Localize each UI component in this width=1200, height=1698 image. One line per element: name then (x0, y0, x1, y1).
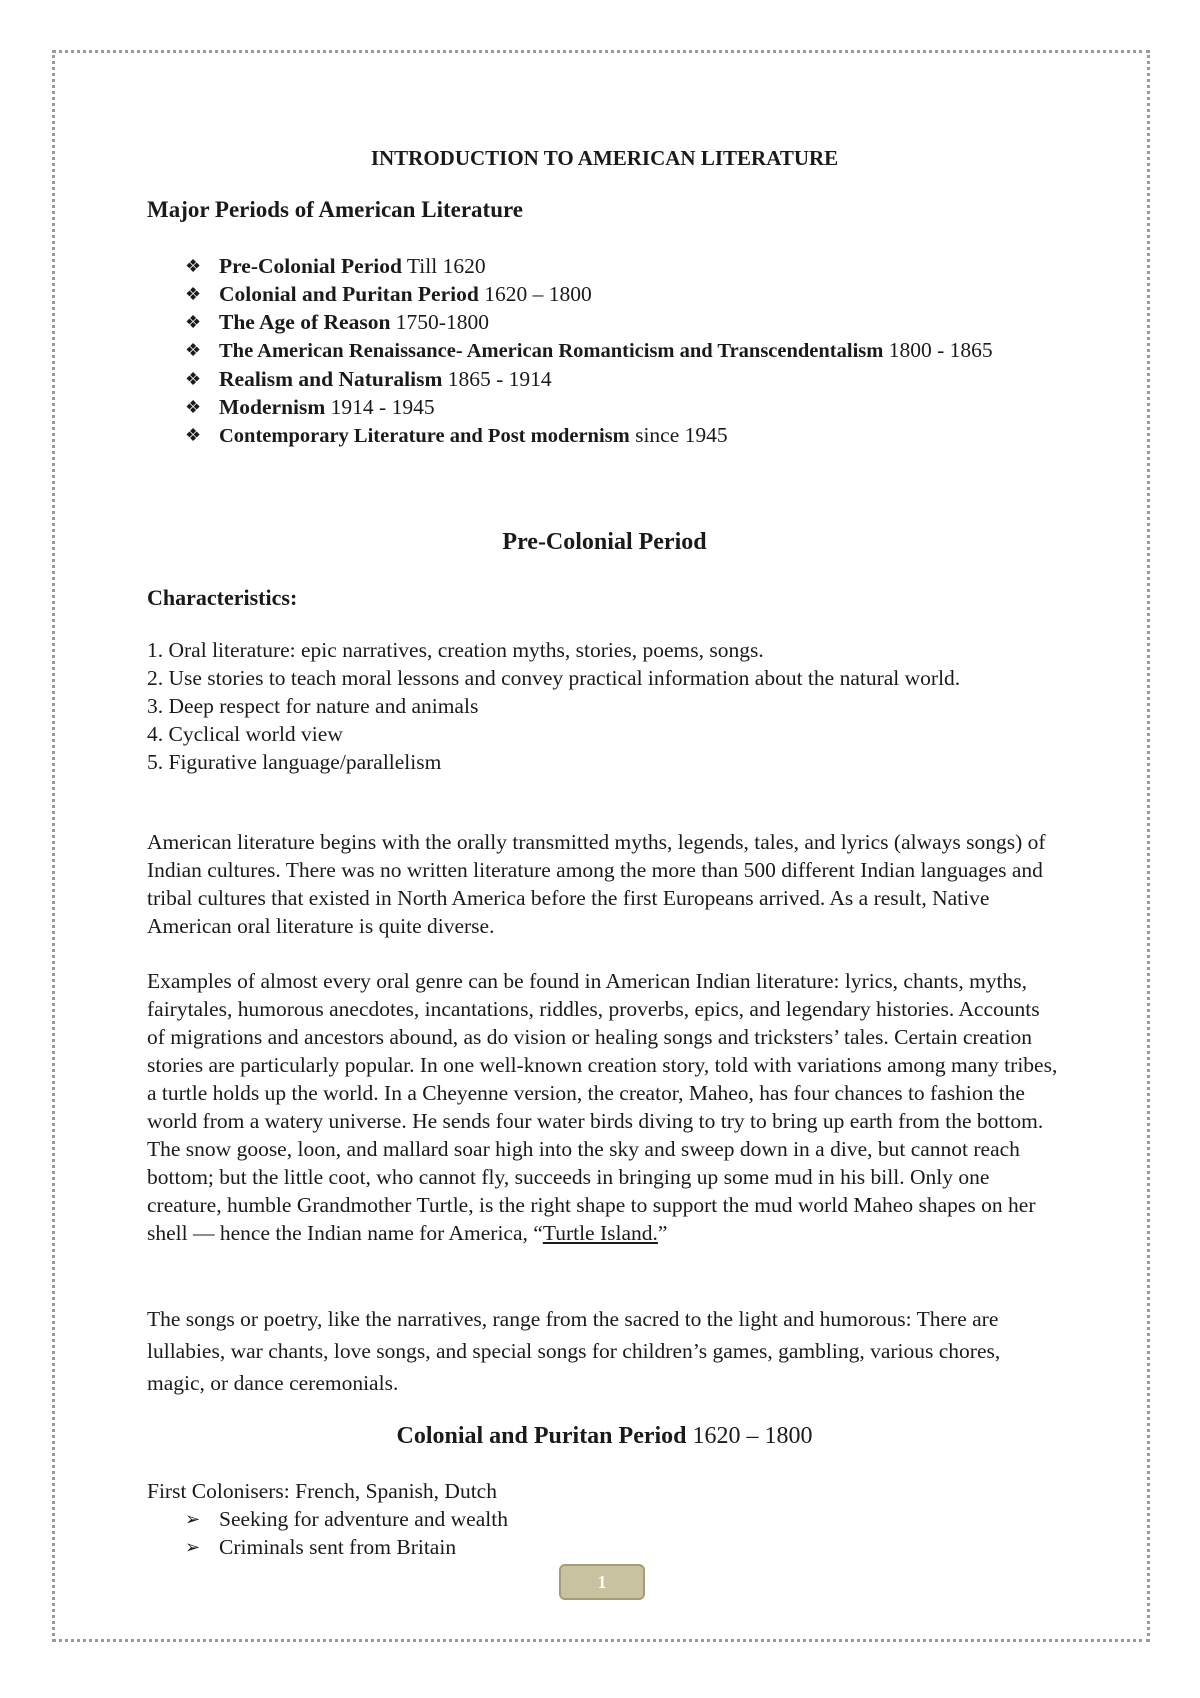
period-dates: since 1945 (635, 423, 728, 447)
list-item (147, 252, 1062, 280)
period-dates: 1865 - 1914 (447, 367, 552, 391)
list-item: 2. Use stories to teach moral lessons and convey practical information about the natural world. (147, 666, 961, 690)
period-dates: 1750-1800 (395, 310, 489, 334)
period-dates: Till 1620 (401, 254, 486, 278)
paragraph-songs-poetry: The songs or poetry, like the narratives, range from the sacred to the light and humorous: There are lullabies, war chants, love songs, and special songs for children’s games, gambling, various chores, magic, or dance ceremonials. (147, 1307, 1001, 1395)
diamond-bullet-icon: ❖ (185, 256, 202, 276)
arrow-bullet-icon: ➢ (185, 1537, 201, 1557)
characteristics-heading: Characteristics: (147, 585, 298, 610)
document-title: INTRODUCTION TO AMERICAN LITERATURE (370, 146, 839, 170)
period-name: Pre-Colonial Period (219, 254, 402, 278)
list-item (147, 365, 1062, 393)
list-item: 5. Figurative language/parallelism (147, 750, 442, 774)
periods-list (147, 252, 1062, 450)
paragraph-oral-literature: American literature begins with the orally transmitted myths, legends, tales, and lyrics (always songs) of Indian cultures. There was no written literature among the more than 500 different Indian languages and tribal cultures that existed in North America before the first Europeans arrived. As a result, Native American oral literature is quite diverse. (147, 830, 1046, 938)
list-item-text: Seeking for adventure and wealth (219, 1507, 508, 1531)
paragraph-oral-genres (147, 967, 1062, 1247)
colonial-heading (147, 1422, 1062, 1450)
list-item: 1. Oral literature: epic narratives, creation myths, stories, poems, songs. (147, 638, 764, 662)
period-name: The American Renaissance- American Romanticism and Transcendentalism (219, 340, 884, 362)
closing-quote: ” (657, 1221, 668, 1245)
list-item (147, 1505, 1062, 1533)
list-item (147, 1533, 1062, 1561)
list-item-text: Criminals sent from Britain (219, 1535, 457, 1559)
page-number: 1 (559, 1564, 645, 1600)
characteristics-list (147, 636, 1062, 776)
list-item (147, 393, 1062, 421)
list-item: 3. Deep respect for nature and animals (147, 694, 479, 718)
period-dates: 1914 - 1945 (330, 395, 435, 419)
period-name: The Age of Reason (219, 310, 391, 334)
major-periods-heading: Major Periods of American Literature (147, 197, 523, 222)
list-item (147, 280, 1062, 308)
period-dates: 1800 - 1865 (888, 338, 993, 362)
arrow-bullet-icon: ➢ (185, 1509, 201, 1529)
diamond-bullet-icon: ❖ (185, 425, 202, 445)
list-item (147, 308, 1062, 336)
colonial-list (147, 1505, 1062, 1561)
period-name: Contemporary Literature and Post modernism (219, 425, 630, 447)
list-item (147, 421, 1062, 450)
diamond-bullet-icon: ❖ (185, 369, 202, 389)
period-name: Colonial and Puritan Period (219, 282, 479, 306)
list-item (147, 336, 1062, 365)
list-item: 4. Cyclical world view (147, 722, 343, 746)
paragraph-text: Examples of almost every oral genre can be found in American Indian literature: lyrics, chants, myths, fairytales, humorous anecdotes, incantations, riddles, proverbs, epics, and legendary histories. Accounts of migrations and ancestors abound, as do vision or healing songs and tricksters’ tales. Certain creation stories are particularly popular. In one well-known creation story, told with variations among many tribes, a turtle holds up the world. In a Cheyenne version, the creator, Maheo, has four chances to fashion the world from a watery universe. He sends four water birds diving to try to bring up earth from the bottom. The snow goose, loon, and mallard soar high into the sky and sweep down in a dive, but cannot reach bottom; but the little coot, who cannot fly, succeeds in bringing up some mud in his bill. Only one creature, humble Grandmother Turtle, is the right shape to support the mud world Maheo shapes on her shell — hence the Indian name for America, “ (147, 969, 1058, 1245)
colonial-heading-dates: 1620 – 1800 (692, 1423, 813, 1449)
period-dates: 1620 – 1800 (484, 282, 592, 306)
diamond-bullet-icon: ❖ (185, 397, 202, 417)
precolonial-heading: Pre-Colonial Period (502, 529, 707, 555)
diamond-bullet-icon: ❖ (185, 312, 202, 332)
colonial-section (147, 1477, 1062, 1561)
colonial-heading-title: Colonial and Puritan Period (396, 1423, 687, 1449)
turtle-island-link[interactable]: Turtle Island. (542, 1221, 658, 1245)
period-name: Realism and Naturalism (219, 367, 443, 391)
diamond-bullet-icon: ❖ (185, 284, 202, 304)
first-colonisers: First Colonisers: French, Spanish, Dutch (147, 1479, 497, 1503)
period-name: Modernism (219, 395, 326, 419)
diamond-bullet-icon: ❖ (185, 340, 202, 360)
